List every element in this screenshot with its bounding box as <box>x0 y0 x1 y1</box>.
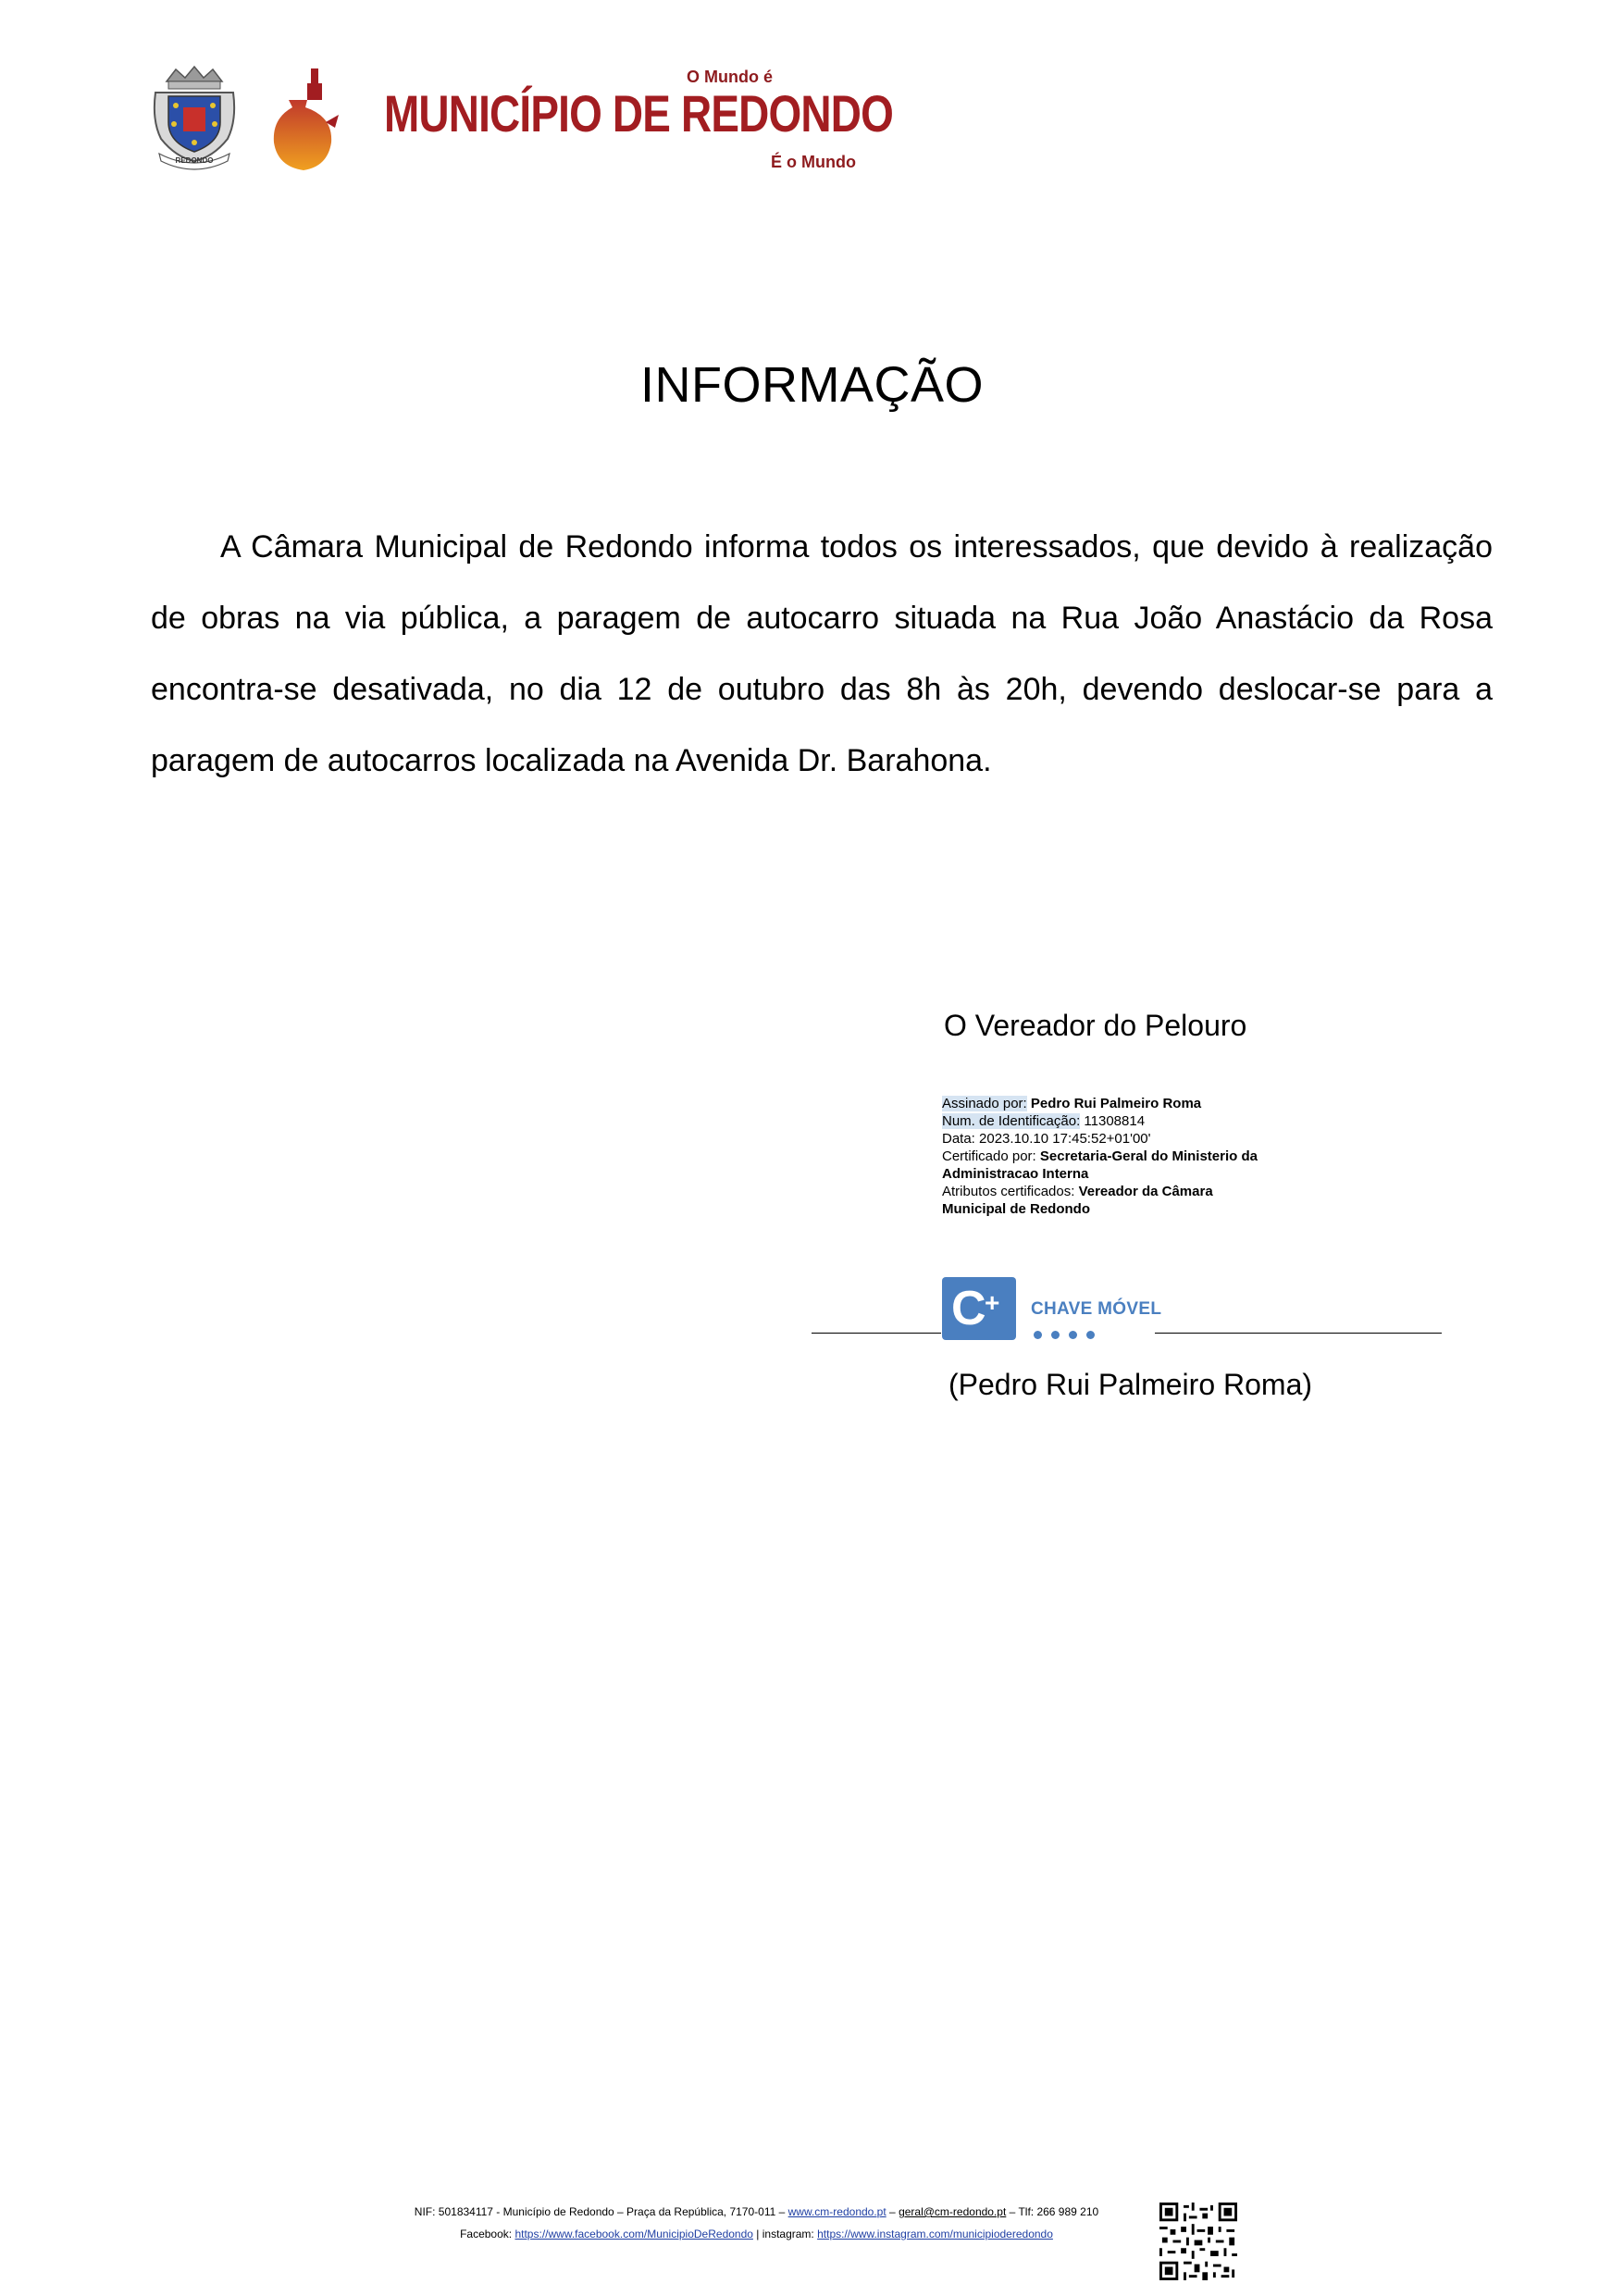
attr-value-1: Vereador da Câmara <box>1078 1184 1213 1199</box>
signed-by-label: Assinado por: <box>942 1096 1027 1111</box>
signatory-role: O Vereador do Pelouro <box>944 1009 1247 1042</box>
qr-code-icon[interactable] <box>1159 2203 1237 2280</box>
brand-tagline-top: O Mundo é <box>687 68 773 86</box>
signature-line-right <box>1155 1333 1442 1334</box>
facebook-link[interactable]: https://www.facebook.com/MunicipioDeRedondo <box>514 2228 753 2240</box>
signed-by-value: Pedro Rui Palmeiro Roma <box>1030 1096 1202 1111</box>
id-label: Num. de Identificação: <box>942 1113 1081 1129</box>
footer-website-link[interactable]: www.cm-redondo.pt <box>787 2205 886 2218</box>
cert-value-1: Secretaria-Geral do Ministerio da <box>1039 1148 1258 1164</box>
chave-movel-dots-icon <box>1034 1327 1104 1344</box>
instagram-label: | instagram: <box>756 2228 814 2240</box>
brand-tagline-bottom: É o Mundo <box>771 153 856 171</box>
date-label: Data: <box>942 1131 975 1147</box>
id-value: 11308814 <box>1084 1113 1146 1129</box>
instagram-link[interactable]: https://www.instagram.com/municipioderedondo <box>817 2228 1053 2240</box>
redondo-pot-icon <box>268 67 342 173</box>
footer-address: NIF: 501834117 - Município de Redondo – Praça da República, 7170-011 – <box>414 2205 786 2218</box>
page-footer <box>0 2201 1624 2245</box>
digital-signature-details <box>942 1095 1331 1218</box>
cert-label: Certificado por: <box>942 1148 1036 1164</box>
municipal-crest-icon <box>148 65 241 171</box>
signer-name: (Pedro Rui Palmeiro Roma) <box>948 1368 1313 1401</box>
letterhead <box>148 65 893 180</box>
footer-phone: – Tlf: 266 989 210 <box>1009 2205 1099 2218</box>
footer-sep: – <box>889 2205 896 2218</box>
notice-body: A Câmara Municipal de Redondo informa todos os interessados, que devido à realização de obras na via pública, a paragem de autocarro situada na Rua João Anastácio da Rosa encontra-se desativada, no dia 12 de outubro das 8h às 20h, devendo deslocar-se para a paragem de autocarros localizada na Avenida Dr. Barahona. <box>151 529 1493 778</box>
signature-line-left <box>812 1333 941 1334</box>
chave-movel-label: CHAVE MÓVEL <box>1031 1299 1162 1319</box>
page-title: INFORMAÇÃO <box>639 357 984 413</box>
chave-movel-badge <box>942 1277 1162 1340</box>
attr-label: Atributos certificados: <box>942 1184 1075 1199</box>
crest-label: REDONDO <box>175 156 214 165</box>
facebook-label: Facebook: <box>460 2228 513 2240</box>
date-value: 2023.10.10 17:45:52+01'00' <box>979 1131 1151 1147</box>
brand-name: MUNICÍPIO DE REDONDO <box>384 84 893 143</box>
chave-movel-logo-icon: C + <box>942 1277 1016 1340</box>
municipality-brand <box>384 65 893 180</box>
cert-value-2: Administracao Interna <box>942 1166 1089 1182</box>
attr-value-2: Municipal de Redondo <box>942 1201 1090 1217</box>
footer-email-link[interactable]: geral@cm-redondo.pt <box>899 2205 1007 2218</box>
